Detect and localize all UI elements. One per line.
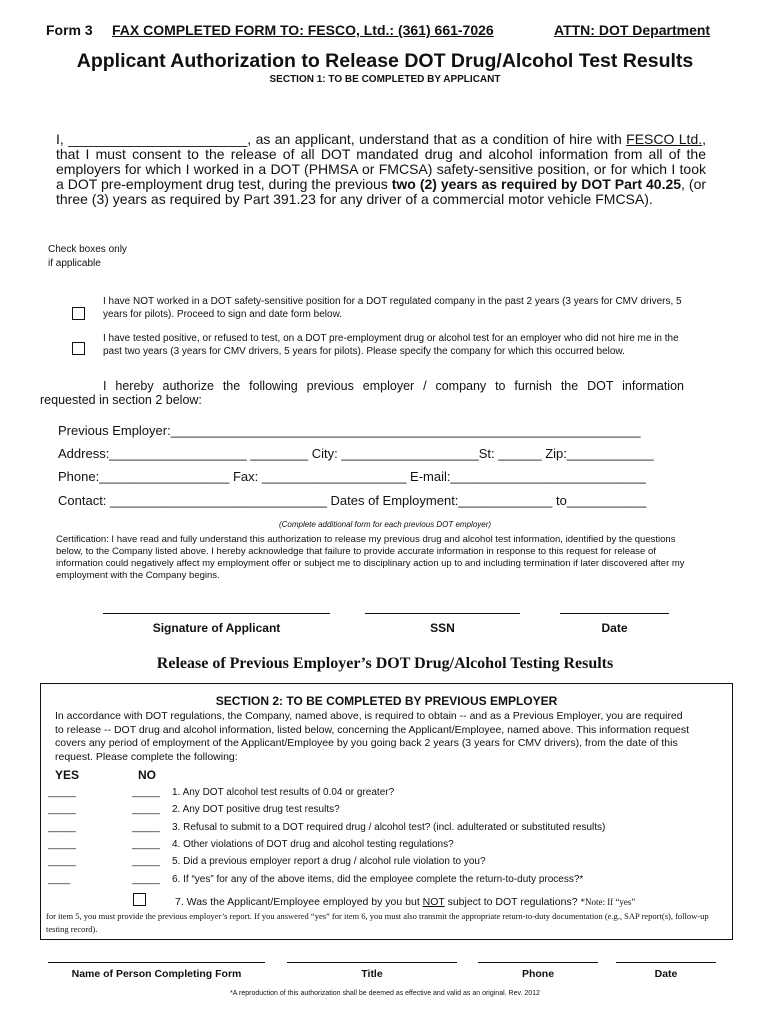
yes-answer-blank[interactable]: _____ — [48, 856, 76, 867]
intro-text-3: , that I must consent to the release of all DOT mandated drug and alcohol information from all of the employers for which I worked in a DOT (PHMSA or FMCSA) safety-sensitive position, or for which I took a DOT pre-employment drug test, during the previous — [56, 131, 707, 192]
no-answer-blank[interactable]: _____ — [132, 822, 160, 833]
q7-text-b: subject to DOT regulations? — [444, 896, 581, 908]
question-text: 2. Any DOT positive drug test results? — [172, 804, 340, 815]
question-7 — [175, 896, 635, 908]
yes-answer-blank[interactable]: _____ — [48, 804, 76, 815]
completion-date-label: Date — [654, 968, 678, 980]
signature-line[interactable] — [103, 613, 330, 614]
yes-column-header: YES — [55, 768, 80, 782]
reproduction-footer: *A reproduction of this authorization shall be deemed as effective and valid as an original. Rev. 2012 — [230, 990, 540, 997]
no-answer-blank[interactable]: _____ — [132, 787, 160, 798]
name-label: Name of Person Completing Form — [71, 968, 242, 980]
fax-instruction: FAX COMPLETED FORM TO: FESCO, Ltd.: (361) 661-7026 — [112, 22, 494, 38]
question-row — [48, 822, 708, 836]
ssn-line[interactable] — [365, 613, 520, 614]
tested-positive-checkbox[interactable] — [72, 342, 85, 355]
attn-department: ATTN: DOT Department — [554, 22, 711, 38]
phone-line[interactable] — [478, 962, 598, 963]
dot-part-reference: two (2) years as required by DOT Part 40.25 — [391, 176, 682, 192]
intro-text-4: , (or three (3) years as required by Part 391.23 for any driver of a commercial motor vehicle FMCSA). — [56, 176, 707, 207]
question-row — [48, 839, 708, 853]
intro-text-2: , as an applicant, understand that as a condition of hire with — [247, 131, 627, 147]
form-header — [46, 22, 716, 38]
title-label: Title — [361, 968, 383, 980]
question-text: 6. If “yes” for any of the above items, did the employee complete the return-to-duty process?* — [172, 874, 584, 885]
question-row — [48, 874, 708, 888]
no-column-header: NO — [138, 768, 156, 782]
authorization-line-1: I hereby authorize the following previous employer / company to furnish the DOT information — [103, 379, 684, 393]
previous-employer-field[interactable]: Previous Employer:_________________________________________________________________ — [58, 423, 641, 438]
q7-checkbox[interactable] — [133, 893, 146, 906]
no-answer-blank[interactable]: _____ — [132, 856, 160, 867]
question-row — [48, 787, 708, 801]
q7-not: NOT — [422, 896, 445, 908]
applicant-name-blank[interactable]: _______________________ — [68, 131, 248, 147]
check-box-note — [48, 243, 127, 271]
check-note-line-1: Check boxes only — [48, 244, 127, 255]
company-name: FESCO Ltd. — [626, 131, 703, 147]
no-answer-blank[interactable]: _____ — [132, 839, 160, 850]
question-text: 4. Other violations of DOT drug and alcohol testing regulations? — [172, 839, 454, 850]
signature-label: Signature of Applicant — [152, 621, 281, 635]
q7-note-continued: for item 5, you must provide the previous employer’s report. If you answered “yes” for item 6, you must also transmit the appropriate return-to-duty documentation (e.g., SAP report(s), follow-up testing record). — [46, 911, 709, 934]
no-answer-blank[interactable]: _____ — [132, 804, 160, 815]
completion-date-line[interactable] — [616, 962, 716, 963]
date-line[interactable] — [560, 613, 669, 614]
yes-answer-blank[interactable]: ____ — [48, 874, 71, 885]
form-title: Applicant Authorization to Release DOT Drug/Alcohol Test Results — [76, 50, 694, 72]
q7-text-a: 7. Was the Applicant/Employee employed by you but — [175, 896, 423, 908]
option-no-dot-position: I have NOT worked in a DOT safety-sensitive position for a DOT regulated company in the past 2 years (3 years for CMV drivers, 5 years for pilots). Proceed to sign and date form below. — [103, 296, 682, 320]
check-note-line-2: if applicable — [48, 258, 101, 269]
intro-text-1: I, — [56, 131, 69, 147]
option-tested-positive: I have tested positive, or refused to test, on a DOT pre-employment drug or alcohol test for an employer who did not hire me in the past two years (3 years for CMV drivers, 5 years for pilots). Please specify the company for which this occurred below. — [103, 333, 679, 357]
date-label: Date — [601, 621, 628, 635]
name-line[interactable] — [48, 962, 265, 963]
question-row — [48, 804, 708, 818]
title-line[interactable] — [287, 962, 457, 963]
address-field[interactable]: Address:___________________ ________ City: ___________________St: ______ Zip:____________ — [58, 446, 654, 461]
authorization-line-2: requested in section 2 below: — [40, 393, 202, 407]
question-text: 1. Any DOT alcohol test results of 0.04 or greater? — [172, 787, 395, 798]
contact-dates-field[interactable]: Contact: ______________________________ Dates of Employment:_____________ to___________ — [58, 493, 647, 508]
consent-paragraph — [56, 132, 706, 207]
section1-heading: SECTION 1: TO BE COMPLETED BY APPLICANT — [269, 74, 501, 85]
form-number: Form 3 — [46, 22, 93, 38]
certification-text: Certification: I have read and fully understand this authorization to release my previous drug and alcohol test information, identified by the questions below, to the Company listed above. I hereby acknowledge that failure to provide accurate information in response to this request for release of information could negatively affect my employment offer or subject me to disciplinary action up to and including termination if later discovered after my employment with the Company begins. — [56, 534, 685, 581]
additional-form-note: (Complete additional form for each previous DOT employer) — [278, 520, 492, 529]
yes-answer-blank[interactable]: _____ — [48, 822, 76, 833]
question-row — [48, 856, 708, 870]
question-text: 3. Refusal to submit to a DOT required drug / alcohol test? (incl. adulterated or substituted results) — [172, 822, 606, 833]
no-dot-position-checkbox[interactable] — [72, 307, 85, 320]
ssn-label: SSN — [430, 621, 455, 635]
phone-label: Phone — [521, 968, 555, 980]
q7-note: *Note: If “yes” — [580, 897, 636, 907]
section2-instructions: In accordance with DOT regulations, the Company, named above, is required to obtain -- and as a Previous Employer, you are required to release -- DOT drug and alcohol information, listed below, concerning the Applicant/Employee, named above. This information request covers any period of employment of the Applicant/Employee by you going back 2 years (3 years for CMV drivers), from the date of this request. Please complete the following: — [55, 710, 690, 763]
question-text: 5. Did a previous employer report a drug / alcohol rule violation to you? — [172, 856, 486, 867]
section2-heading: SECTION 2: TO BE COMPLETED BY PREVIOUS EMPLOYER — [215, 694, 558, 708]
phone-fax-email-field[interactable]: Phone:__________________ Fax: ____________________ E-mail:___________________________ — [58, 469, 646, 484]
no-answer-blank[interactable]: _____ — [132, 874, 160, 885]
release-title: Release of Previous Employer’s DOT Drug/Alcohol Testing Results — [156, 655, 614, 672]
authorization-statement — [40, 379, 684, 407]
yes-answer-blank[interactable]: _____ — [48, 787, 76, 798]
yes-answer-blank[interactable]: _____ — [48, 839, 76, 850]
